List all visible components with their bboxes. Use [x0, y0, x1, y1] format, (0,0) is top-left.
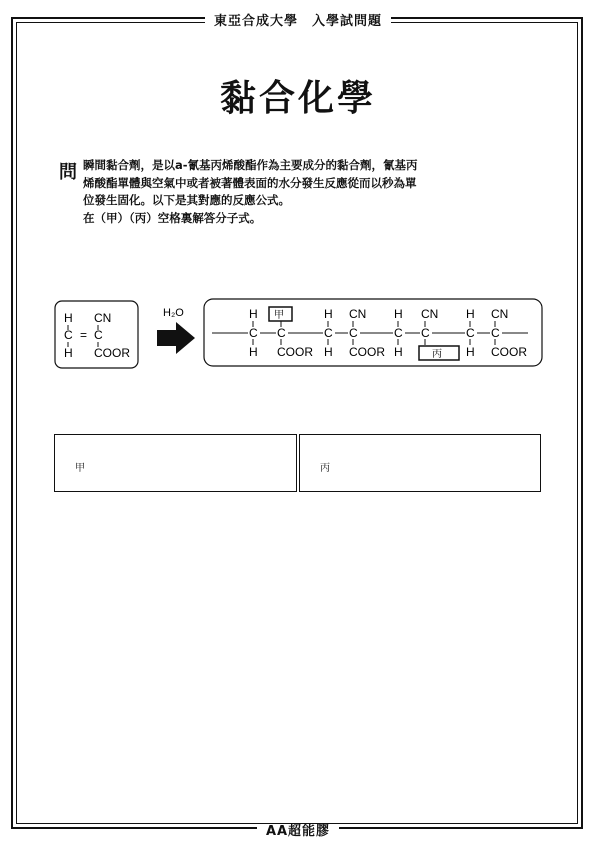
polymer-bottom-c8: COOR	[491, 345, 527, 359]
monomer-cn: CN	[94, 311, 112, 325]
page-title: 黏合化學	[219, 78, 376, 119]
question-line-4: 在（甲）（丙）空格裏解答分子式。	[83, 210, 262, 225]
reagent-label: H₂O	[163, 307, 184, 319]
polymer-top-c7: H	[466, 307, 475, 321]
answer-box-c[interactable]	[299, 434, 541, 492]
monomer-double-bond: =	[80, 328, 88, 342]
monomer-h-bottom: H	[64, 346, 73, 360]
question-line-2: 烯酸酯單體與空氣中或者被著體表面的水分發生反應從而以秒為單	[83, 175, 417, 190]
monomer-c-left: C	[64, 328, 73, 342]
polymer-top-c4: CN	[349, 307, 367, 321]
polymer-top-c3: H	[324, 307, 333, 321]
polymer-bottom-c5: H	[394, 345, 403, 359]
monomer-c-right: C	[94, 328, 103, 342]
polymer-top-c1: H	[249, 307, 258, 321]
blank-box-a-label: 甲	[274, 310, 284, 321]
question-line-3: 位發生固化。以下是其對應的反應公式。	[83, 193, 290, 207]
polymer-carbon-c6: C	[421, 326, 430, 340]
answer-box-a[interactable]	[54, 434, 297, 492]
polymer-carbon-c4: C	[349, 326, 358, 340]
polymer-top-c6: CN	[421, 307, 439, 321]
polymer-bottom-c2: COOR	[277, 345, 313, 359]
polymer-bottom-c7: H	[466, 345, 475, 359]
monomer-h-top: H	[64, 311, 73, 325]
answer-label-c: 丙	[320, 463, 330, 474]
reaction-arrow-icon	[157, 322, 195, 354]
reaction-diagram	[0, 290, 596, 380]
polymer-carbon-c3: C	[324, 326, 333, 340]
header-banner-text: 東亞合成大學 入學試問題	[205, 14, 391, 29]
polymer-top-c5: H	[394, 307, 403, 321]
polymer-top-c8: CN	[491, 307, 509, 321]
polymer-carbon-c5: C	[394, 326, 403, 340]
inner-border	[16, 22, 578, 824]
question-text	[83, 157, 528, 227]
question-line-1: 瞬間黏合劑，是以a-氰基丙烯酸酯作為主要成分的黏合劑，氰基丙	[83, 158, 418, 172]
polymer-carbon-c2: C	[277, 326, 286, 340]
question-mark: 問	[59, 162, 77, 183]
blank-box-c-label: 丙	[432, 349, 442, 360]
footer-banner	[0, 820, 596, 839]
polymer-carbon-c8: C	[491, 326, 500, 340]
header-banner	[0, 10, 596, 29]
polymer-bottom-c1: H	[249, 345, 258, 359]
polymer-bottom-c4: COOR	[349, 345, 385, 359]
monomer-coor: COOR	[94, 346, 130, 360]
polymer-carbon-c7: C	[466, 326, 475, 340]
footer-banner-text: AA超能膠	[257, 824, 339, 839]
answer-label-a: 甲	[75, 463, 85, 474]
polymer-bottom-c3: H	[324, 345, 333, 359]
polymer-carbon-c1: C	[249, 326, 258, 340]
